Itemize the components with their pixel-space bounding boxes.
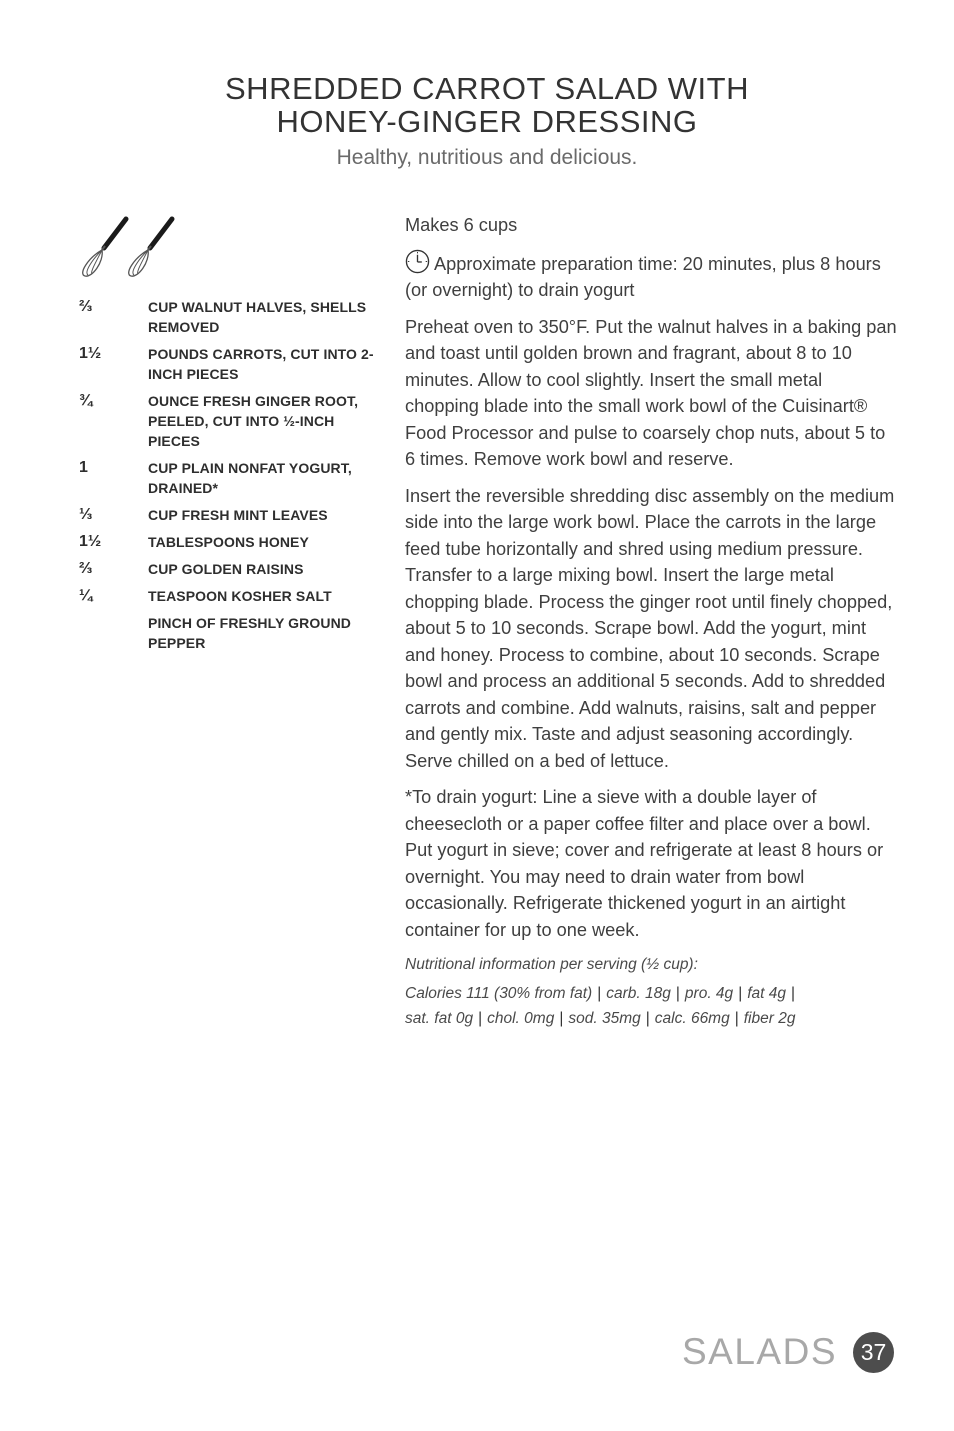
ingredient-quantity: ¾ (79, 392, 93, 409)
prep-time (405, 249, 897, 304)
ingredient-quantity: ⅔ (79, 298, 93, 315)
ingredient-row (79, 559, 379, 579)
section-title: SALADS (681, 1331, 837, 1372)
instruction-step: Preheat oven to 350°F. Put the walnut halves in a baking pan and toast until golden brown and fragrant, about 8 to 10 minutes. Allow to cool slightly. Insert the small metal chopping blade into the small work bowl of the Cuisinart® Food Processor and pulse to coarsely chop nuts, about 5 to 6 times. Remove work bowl and reserve. (405, 316, 897, 469)
ingredient-description: PINCH OF FRESHLY GROUND PEPPER (148, 615, 351, 651)
nutrition-value: sod. 35mg (568, 1010, 641, 1027)
nutrition-value: pro. 4g (684, 985, 734, 1002)
ingredient-row (79, 505, 379, 525)
recipe-title-line-2: HONEY-GINGER DRESSING (276, 104, 698, 139)
instruction-step: Insert the reversible shredding disc assembly on the medium side into the large work bowl. Place the carrots in the large feed tube horizontally and shred using medium pressure. Transfer to a large mixing bowl. Insert the large metal chopping blade. Process the ginger root until finely chopped, about 5 to 10 seconds. Scrape bowl. Add the yogurt, mint and honey. Process to combine, about 10 seconds. Scrape bowl and process an additional 5 seconds. Add to shredded carrots and combine. Add walnuts, raisins, salt and pepper and gently mix. Taste and adjust seasoning accordingly. Serve chilled on a bed of lettuce. (405, 485, 895, 771)
ingredient-description: POUNDS CARROTS, CUT INTO 2-INCH PIECES (148, 346, 374, 382)
ingredient-quantity: ⅓ (79, 506, 93, 523)
page-number: 37 (853, 1332, 894, 1373)
ingredient-quantity: ¼ (79, 587, 93, 604)
ingredient-row (79, 532, 379, 552)
recipe-body (405, 212, 897, 1031)
ingredient-quantity: 1½ (79, 533, 102, 550)
yogurt-note: *To drain yogurt: Line a sieve with a double layer of cheesecloth or a paper coffee filter and place over a bowl. Put yogurt in sieve; cover and refrigerate at least 8 hours or overnight. You may need to drain water from bowl occasionally. Refrigerate thickened yogurt in an airtight container for up to one week. (405, 787, 884, 940)
ingredient-description: TABLESPOONS HONEY (148, 534, 309, 550)
divider: | (597, 985, 602, 1002)
divider: | (738, 985, 743, 1002)
ingredient-quantity: 1 (79, 459, 88, 476)
recipe-title-line-1: SHREDDED CARROT SALAD WITH (225, 71, 749, 106)
divider: | (645, 1010, 650, 1027)
ingredient-description: CUP FRESH MINT LEAVES (148, 507, 328, 523)
divider: | (734, 1010, 739, 1027)
nutrition-line-1 (405, 981, 897, 1006)
ingredient-description: CUP WALNUT HALVES, SHELLS REMOVED (148, 299, 367, 335)
divider: | (791, 985, 796, 1002)
ingredient-row (79, 344, 379, 384)
ingredient-description: OUNCE FRESH GINGER ROOT, PEELED, CUT INTO ½-INCH PIECES (148, 393, 359, 449)
difficulty-rating (78, 214, 182, 280)
nutrition-heading: Nutritional information per serving (½ cup): (405, 956, 698, 973)
nutrition-value: carb. 18g (606, 985, 671, 1002)
prep-time-text: Approximate preparation time: 20 minutes, plus 8 hours (or overnight) to drain yogurt (405, 253, 881, 300)
clock-icon (405, 249, 430, 274)
page-footer (682, 1331, 894, 1373)
ingredient-description: TEASPOON KOSHER SALT (148, 588, 332, 604)
recipe-header (0, 72, 954, 170)
nutrition-value: fat 4g (747, 985, 786, 1002)
ingredient-quantity: 1½ (79, 345, 102, 362)
whisk-icon (83, 219, 126, 276)
ingredient-row (79, 297, 379, 337)
recipe-yield: Makes 6 cups (405, 215, 518, 235)
ingredient-row (79, 391, 379, 451)
divider: | (559, 1010, 564, 1027)
ingredient-row (79, 586, 379, 606)
nutrition-line-2 (405, 1006, 897, 1031)
ingredient-quantity: ⅔ (79, 560, 93, 577)
ingredient-description: CUP GOLDEN RAISINS (148, 561, 304, 577)
ingredient-quantity (79, 613, 148, 653)
nutrition-value: fiber 2g (743, 1010, 796, 1027)
ingredient-row (79, 613, 379, 653)
nutrition-value: chol. 0mg (487, 1010, 555, 1027)
whisk-icon (129, 219, 172, 276)
nutrition-value: calc. 66mg (654, 1010, 730, 1027)
recipe-subtitle: Healthy, nutritious and delicious. (336, 146, 638, 169)
ingredient-list (79, 297, 379, 660)
ingredient-description: CUP PLAIN NONFAT YOGURT, DRAINED* (148, 460, 352, 496)
divider: | (675, 985, 680, 1002)
divider: | (478, 1010, 483, 1027)
nutrition-value: Calories 111 (30% from fat) (405, 985, 593, 1002)
nutrition-value: sat. fat 0g (405, 1010, 474, 1027)
ingredient-row (79, 458, 379, 498)
